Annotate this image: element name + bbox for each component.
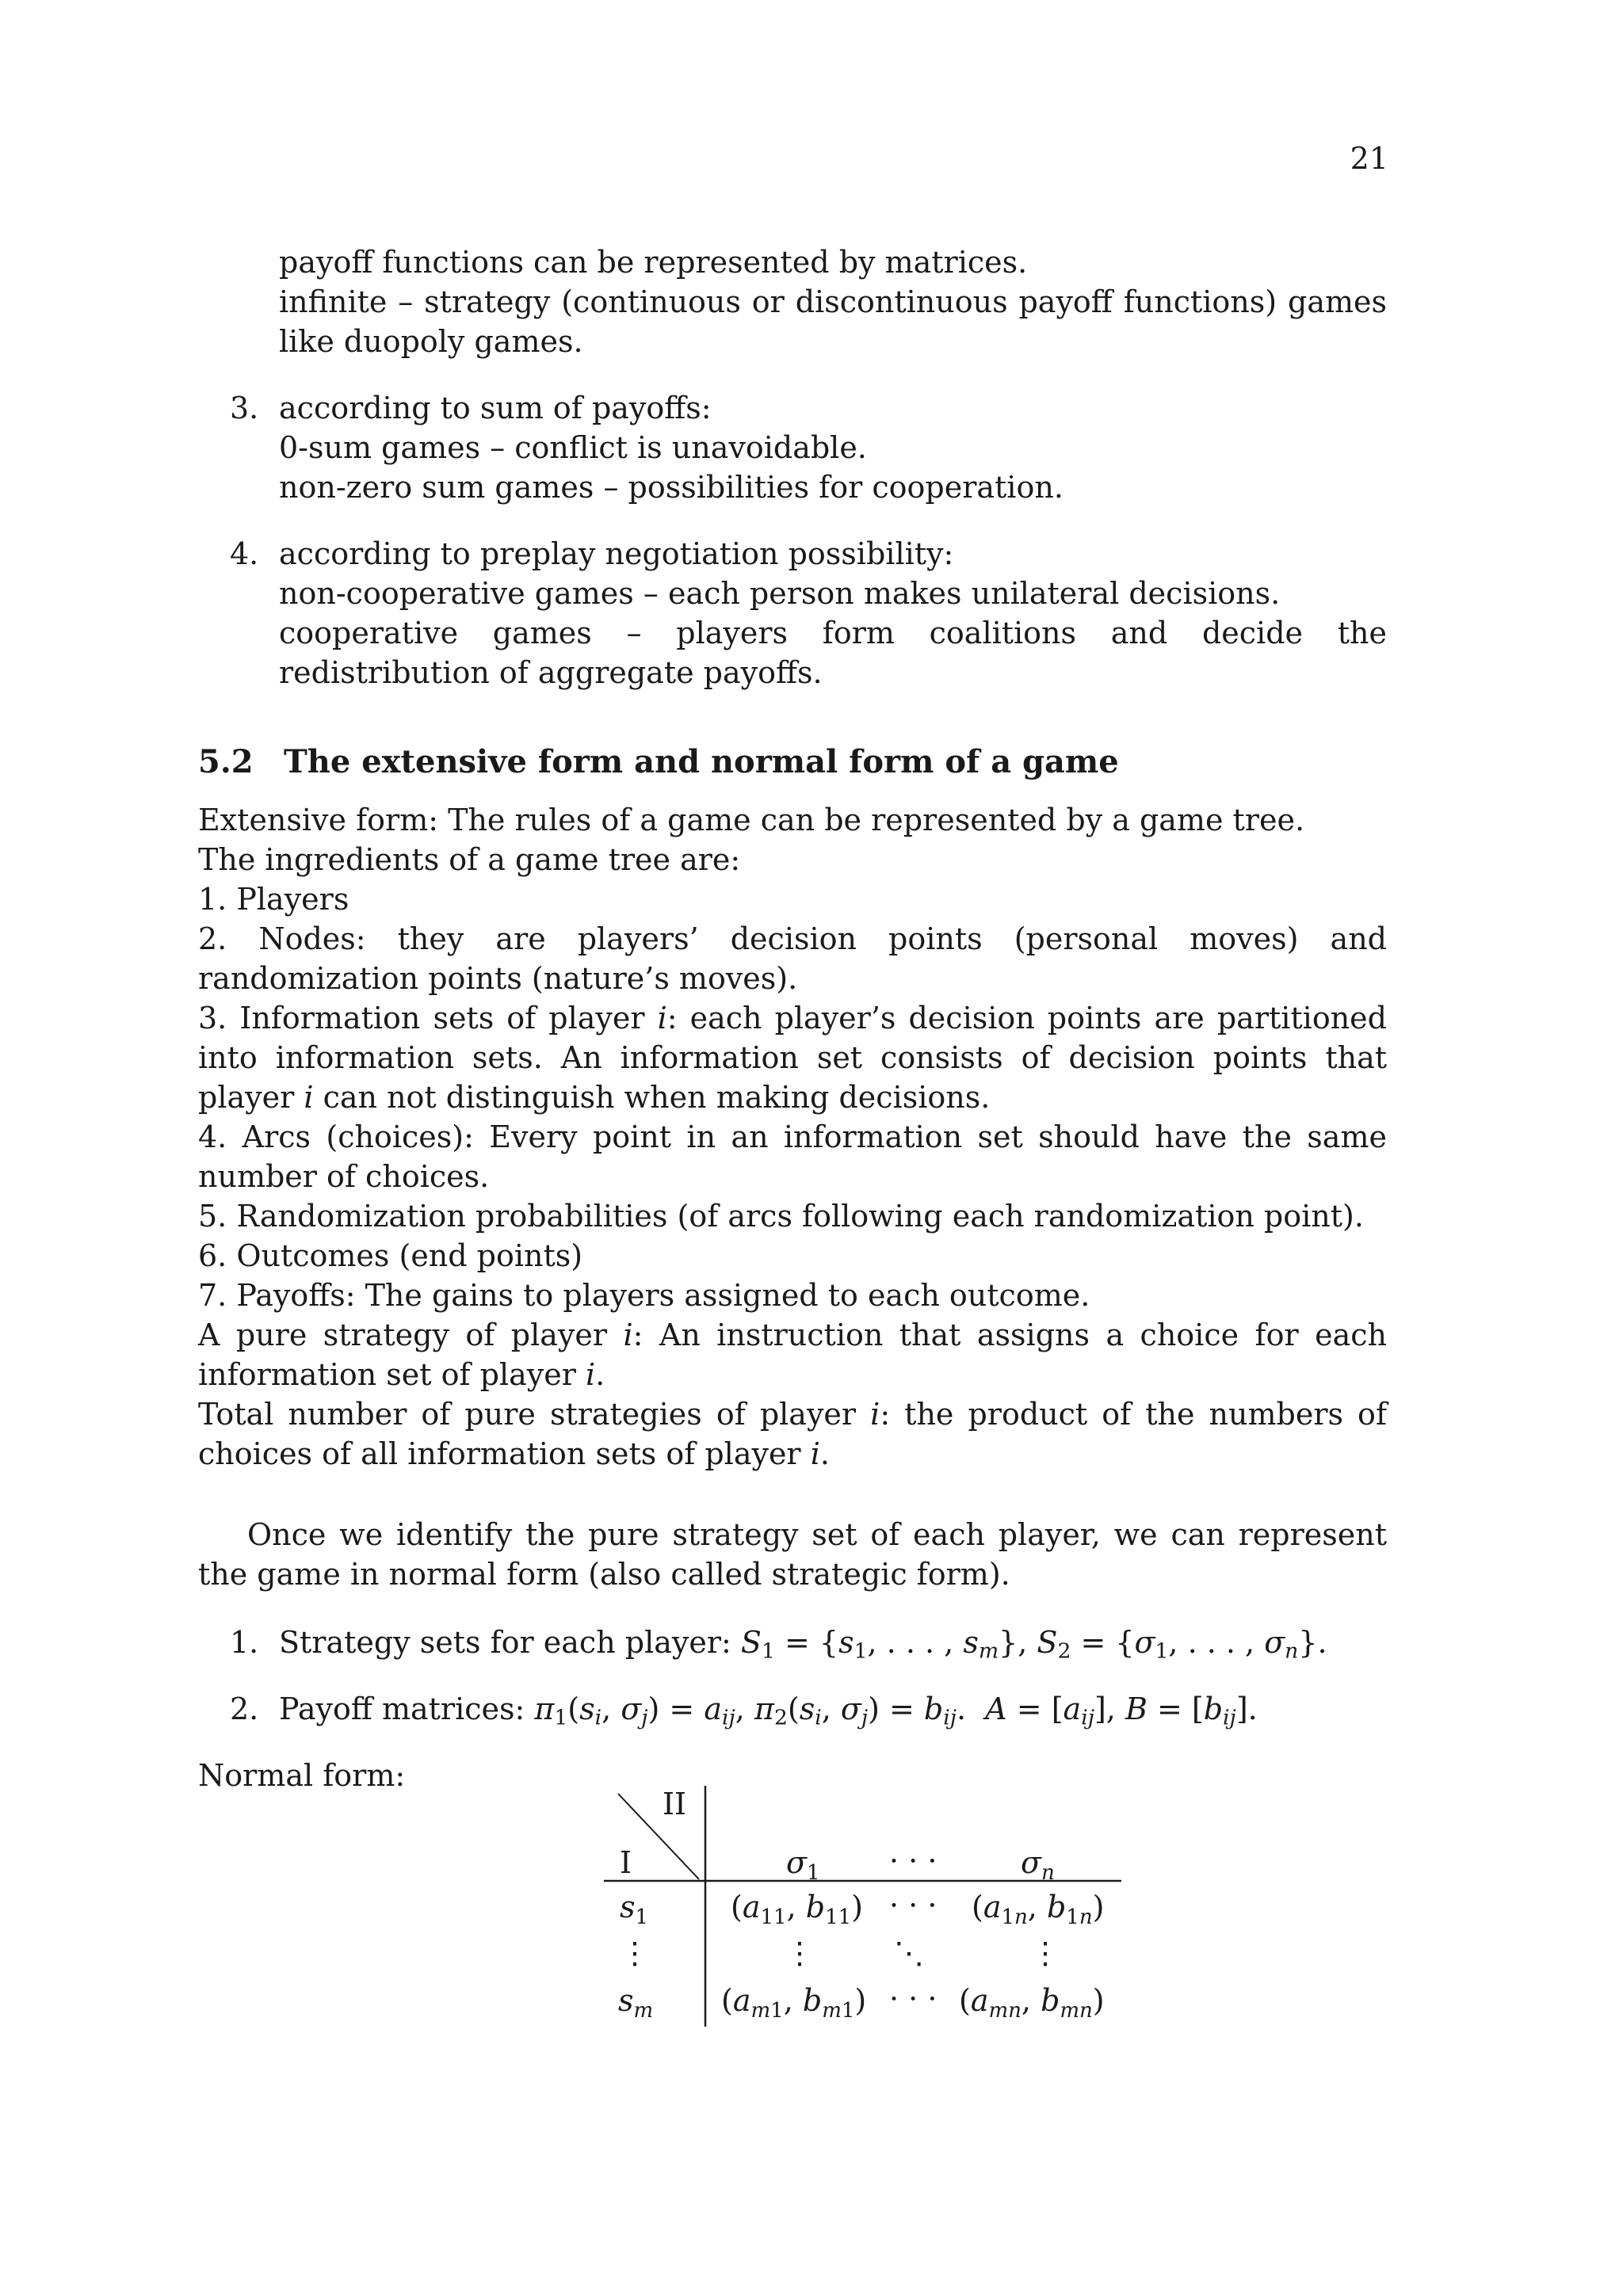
row-header-sm: $s_m$ bbox=[618, 1983, 654, 2023]
ingredient-6: 6. Outcomes (end points) bbox=[198, 1238, 583, 1273]
intro-block bbox=[279, 242, 1387, 361]
text: Total number of pure strategies of player bbox=[198, 1397, 871, 1432]
text: . bbox=[819, 1436, 830, 1471]
row-header-s1: $s_1$ bbox=[620, 1890, 649, 1929]
row1-dots: · · · bbox=[889, 1888, 938, 1923]
intro-line-1: payoff functions can be represented by matrices. bbox=[279, 245, 1028, 280]
var-i: i bbox=[870, 1397, 880, 1432]
extensive-form-body bbox=[198, 800, 1387, 1474]
list-item-line: non-zero sum games – possibilities for cooperation. bbox=[279, 470, 1064, 505]
text: : each player’s decision points are partitioned into information sets. An information set consists of decision points that player bbox=[198, 1001, 1387, 1115]
row-vdots: ⋮ bbox=[620, 1936, 650, 1970]
normal-item-1-text: Strategy sets for each player: bbox=[279, 1625, 731, 1660]
var-i: i bbox=[657, 1001, 667, 1035]
cell-a11-b11: ($a_{11}$, $b_{11}$) bbox=[731, 1890, 863, 1929]
text: : the product of the numbers of choices of all information sets of player bbox=[198, 1397, 1388, 1471]
list-item-line: 0-sum games – conflict is unavoidable. bbox=[279, 430, 867, 465]
list-item-line: non-cooperative games – each person makes unilateral decisions. bbox=[279, 576, 1281, 611]
text: . bbox=[595, 1357, 605, 1392]
text: can not distinguish when making decisions. bbox=[313, 1080, 991, 1115]
intro-line-2: infinite – strategy (continuous or discontinuous payoff functions) games like duopoly games. bbox=[279, 284, 1387, 359]
normal-item-2-text: Payoff matrices: bbox=[279, 1691, 525, 1726]
list-item-line: cooperative games – players form coalitions and decide the redistribution of aggregate payoffs. bbox=[279, 616, 1387, 690]
var-i: i bbox=[585, 1357, 596, 1392]
payoff-matrices-formula: $\pi_1(s_i$, $\sigma_j) = a_{ij}$, $\pi_2(s_i$, $\sigma_j) = b_{ij}$. $A = [a_{ij}]$, $B = [b_{ij}]$. bbox=[534, 1691, 1258, 1730]
diag-dots: ⋱ bbox=[894, 1936, 924, 1970]
col-header-sigma-n: $\sigma_n$ bbox=[1021, 1845, 1055, 1885]
row-player-label: I bbox=[620, 1845, 632, 1880]
section-number: 5.2 bbox=[198, 743, 254, 780]
ingredient-7: 7. Payoffs: The gains to players assigned to each outcome. bbox=[198, 1278, 1090, 1313]
list-item-number: 4. bbox=[230, 536, 259, 571]
text: 3. Information sets of player bbox=[198, 1001, 658, 1035]
list-item-line: according to sum of payoffs: bbox=[279, 391, 712, 425]
var-i: i bbox=[304, 1080, 314, 1115]
col1-vdots: ⋮ bbox=[785, 1936, 815, 1970]
normal-form-label: Normal form: bbox=[198, 1758, 406, 1793]
normal-item-1 bbox=[230, 1623, 1387, 1662]
var-i: i bbox=[623, 1318, 633, 1352]
list-item-number: 2. bbox=[230, 1691, 259, 1726]
rowm-dots: · · · bbox=[889, 1981, 938, 2016]
extensive-intro: Extensive form: The rules of a game can be represented by a game tree. bbox=[198, 803, 1305, 837]
cell-amn-bmn: ($a_{mn}$, $b_{mn}$) bbox=[959, 1983, 1105, 2023]
pure-strategy-definition bbox=[198, 1315, 1387, 1394]
text: : An instruction that assigns a choice for each information set of player bbox=[198, 1318, 1387, 1392]
ingredient-2: 2. Nodes: they are players’ decision points (personal moves) and randomization points (nature’s moves). bbox=[198, 921, 1387, 996]
text: A pure strategy of player bbox=[198, 1318, 624, 1352]
list-item-4 bbox=[230, 534, 1387, 692]
normal-item-2 bbox=[230, 1689, 1387, 1729]
page-number: 21 bbox=[1350, 141, 1388, 176]
col-player-label: II bbox=[663, 1787, 687, 1821]
cell-am1-bm1: ($a_{m1}$, $b_{m1}$) bbox=[721, 1983, 867, 2023]
list-item-number: 1. bbox=[230, 1625, 259, 1660]
list-item-number: 3. bbox=[230, 391, 259, 425]
section-heading bbox=[198, 743, 1119, 780]
ingredient-1: 1. Players bbox=[198, 882, 349, 917]
col-header-sigma-1: $\sigma_1$ bbox=[786, 1845, 820, 1885]
cell-a1n-b1n: ($a_{1n}$, $b_{1n}$) bbox=[972, 1890, 1105, 1929]
normal-form-table bbox=[586, 1773, 1125, 2035]
list-item-line: according to preplay negotiation possibility: bbox=[279, 536, 954, 571]
col-header-dots: · · · bbox=[889, 1844, 938, 1878]
coln-vdots: ⋮ bbox=[1030, 1936, 1060, 1970]
ingredients-heading: The ingredients of a game tree are: bbox=[198, 842, 741, 877]
normal-form-paragraph: Once we identify the pure strategy set of each player, we can represent the game in normal form (also called strategic form). bbox=[198, 1517, 1387, 1592]
strategy-sets-formula: $S_1 = \{s_1$, . . . , $s_m$}, $S_2 = \{\sigma_1$, . . . , $\sigma_n$}. bbox=[740, 1625, 1327, 1664]
var-i: i bbox=[810, 1436, 820, 1471]
total-strategies-definition bbox=[198, 1394, 1387, 1474]
list-item-3 bbox=[230, 388, 1387, 507]
section-title: The extensive form and normal form of a game bbox=[284, 743, 1119, 780]
ingredient-3 bbox=[198, 998, 1387, 1117]
ingredient-5: 5. Randomization probabilities (of arcs following each randomization point). bbox=[198, 1199, 1364, 1234]
ingredient-4: 4. Arcs (choices): Every point in an information set should have the same number of choices. bbox=[198, 1119, 1387, 1194]
